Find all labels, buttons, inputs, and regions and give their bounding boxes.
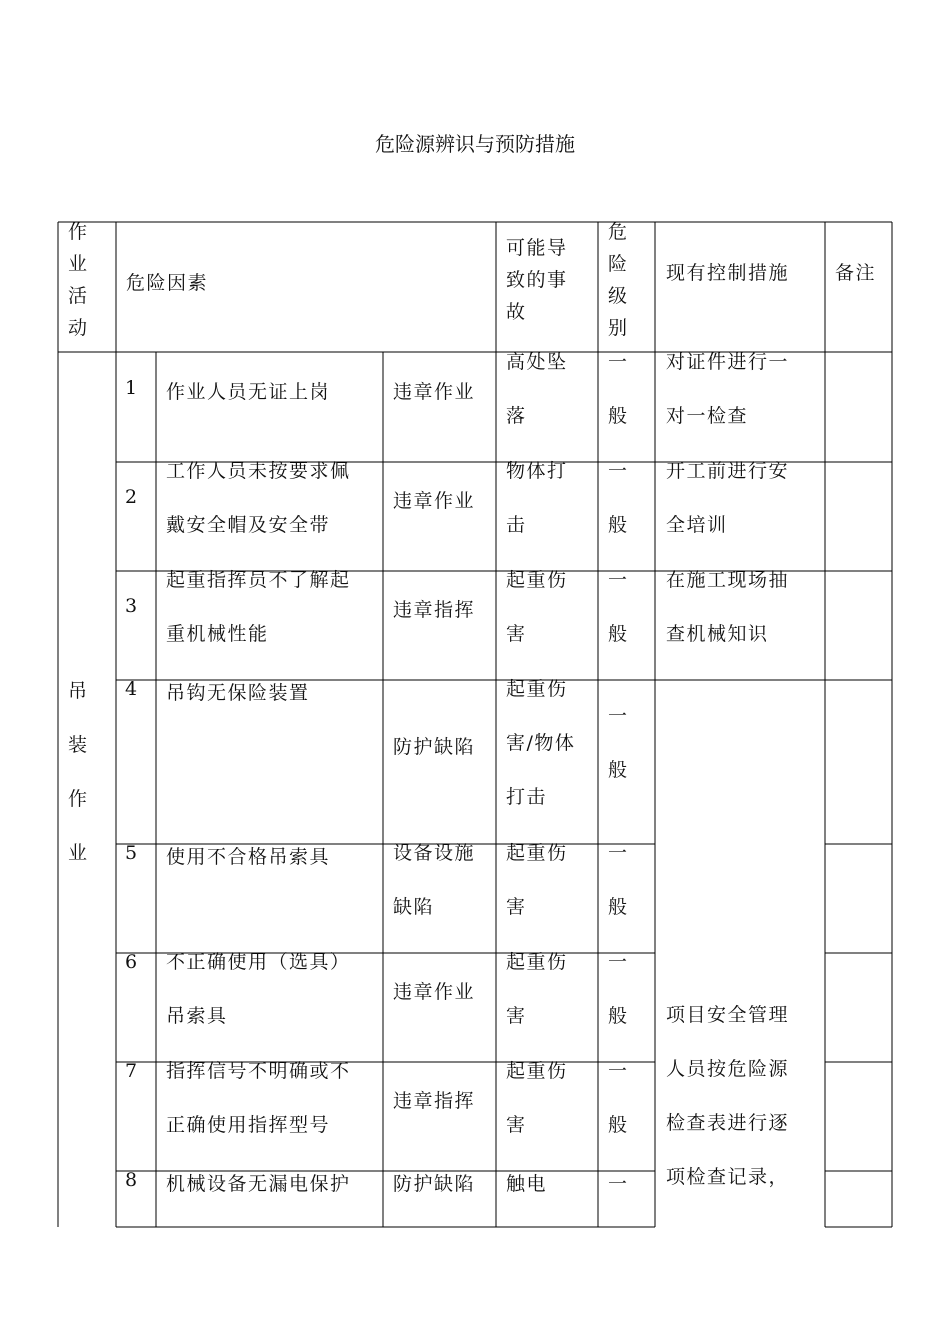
header-measures: 现有控制措施: [666, 262, 790, 284]
header-activity: 作 业 活 动: [68, 221, 89, 339]
activity-label: 吊 装 作 业: [68, 680, 89, 864]
header-factor: 危险因素: [126, 272, 209, 294]
header-level: 危 险 级 别: [608, 221, 629, 339]
header-remarks: 备注: [835, 262, 877, 284]
header-accident: 可能导 致的事 故: [506, 237, 568, 323]
merged-measure: 项目安全管理 人员按危险源 检查表进行逐 项检查记录，: [666, 1004, 790, 1188]
page-title: 危险源辨识与预防措施: [375, 132, 575, 156]
